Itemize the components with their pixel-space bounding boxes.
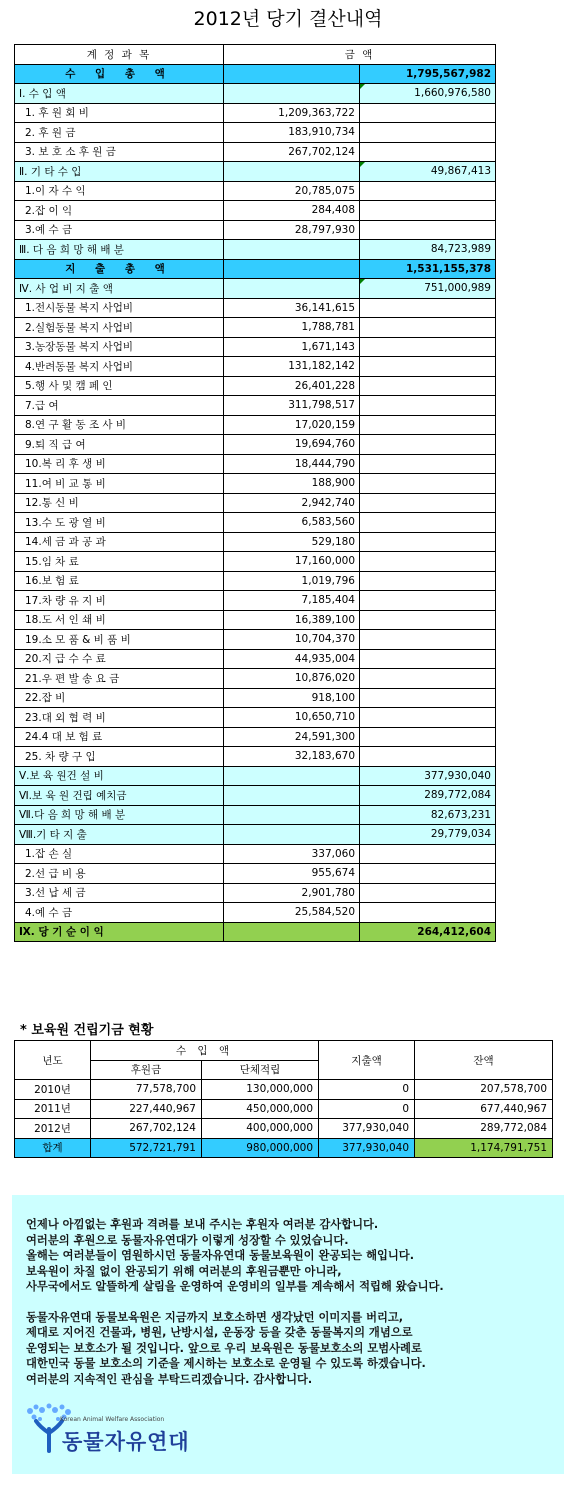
ledger-account-label [15,630,224,650]
ledger-account-text: 5.행 사 및 캠 페 인 [25,380,113,393]
ledger-account-label [15,64,224,84]
ledger-account-label [15,259,224,279]
fund-row [15,1099,553,1119]
ledger-item-amount: 1,671,143 [224,337,360,357]
ledger-account-text: 1.전시동물 복지 사업비 [25,302,133,315]
ledger-account-text: Ⅲ. 다 음 희 망 해 배 분 [19,243,124,256]
ledger-item-amount: 7,185,404 [224,591,360,611]
ledger-account-label [15,201,224,221]
ledger-account-text: Ⅱ. 기 타 수 입 [19,165,82,178]
ledger-row-item [15,864,496,884]
ledger-row-item [15,688,496,708]
ledger-item-amount: 16,389,100 [224,610,360,630]
ledger-account-text: Ⅴ.보 육 원건 설 비 [19,770,104,783]
ledger-account-text: 10.복 리 후 생 비 [25,458,106,471]
ledger-account-label [15,474,224,494]
ledger-item-amount: 131,182,142 [224,357,360,377]
ledger-total-amount [360,220,496,240]
ledger-item-amount: 28,797,930 [224,220,360,240]
fund-expense: 0 [319,1080,415,1100]
ledger-total-amount [360,123,496,143]
ledger-account-label [15,396,224,416]
ledger-row-item [15,337,496,357]
ledger-item-amount: 6,583,560 [224,513,360,533]
ledger-account-label [15,552,224,572]
ledger-account-text: 수 입 총 액 [65,68,173,81]
ledger-account-label [15,922,224,942]
ledger-item-amount: 188,900 [224,474,360,494]
ledger-total-amount [360,493,496,513]
ledger-row-sec [15,805,496,825]
fund-sum-expense: 377,930,040 [319,1138,415,1158]
fund-section-title: * 보육원 건립기금 현황 [20,1023,154,1038]
ledger-total-amount [360,649,496,669]
ledger-row-item [15,298,496,318]
ledger-row-item [15,435,496,455]
ledger-account-label [15,279,224,299]
ledger-account-label [15,415,224,435]
ledger-account-label [15,435,224,455]
ledger-row-net [15,922,496,942]
ledger-row-item [15,181,496,201]
ledger-item-amount: 10,650,710 [224,708,360,728]
ledger-row-item [15,883,496,903]
ledger-total-amount [360,669,496,689]
fund-header-balance: 잔액 [415,1041,553,1080]
ledger-item-amount: 2,901,780 [224,883,360,903]
notice-line: 사무국에서도 알뜰하게 살림을 운영하여 운영비의 일부를 계속해서 적립해 왔습니다. [26,1280,444,1293]
ledger-account-label [15,825,224,845]
ledger-total-amount [360,142,496,162]
ledger-row-total [15,259,496,279]
ledger-account-label [15,532,224,552]
ledger-total-amount [360,415,496,435]
ledger-account-text: 2.잡 이 익 [25,204,73,217]
fund-header-year: 년도 [15,1041,91,1080]
ledger-row-item [15,708,496,728]
ledger-total-amount: 84,723,989 [360,240,496,260]
ledger-row-total [15,64,496,84]
fund-balance: 677,440,967 [415,1099,553,1119]
notice-line: 운영되는 보호소가 될 것입니다. 앞으로 우리 보육원은 동물보호소의 모범사례로 [26,1341,422,1355]
ledger-row-item [15,220,496,240]
fund-header-group: 단체적립 [202,1060,319,1080]
ledger-item-amount: 25,584,520 [224,903,360,923]
ledger-total-amount [360,357,496,377]
ledger-row-sec [15,766,496,786]
fund-header-donation: 후원금 [91,1060,202,1080]
ledger-row-sec [15,162,496,182]
ledger-total-amount [360,298,496,318]
ledger-item-amount: 32,183,670 [224,747,360,767]
ledger-account-text: 16.보 험 료 [25,575,79,588]
fund-balance: 207,578,700 [415,1080,553,1100]
ledger-item-amount: 26,401,228 [224,376,360,396]
ledger-row-item [15,747,496,767]
fund-balance: 289,772,084 [415,1119,553,1139]
ledger-total-amount [360,591,496,611]
ledger-account-label [15,903,224,923]
fund-group: 450,000,000 [202,1099,319,1119]
ledger-item-amount: 1,209,363,722 [224,103,360,123]
ledger-row-sec [15,84,496,104]
ledger-account-label [15,727,224,747]
ledger-row-sec [15,825,496,845]
fund-table [14,1040,553,1158]
ledger-total-amount [360,396,496,416]
ledger-item-amount: 17,160,000 [224,552,360,572]
ledger-row-item [15,532,496,552]
ledger-item-amount [224,279,360,299]
ledger-item-amount: 267,702,124 [224,142,360,162]
ledger-account-label [15,337,224,357]
ledger-account-label [15,357,224,377]
ledger-account-label [15,649,224,669]
ledger-account-text: 1.잡 손 실 [25,848,73,861]
notice-line: 보육원이 차질 없이 완공되기 위해 여러분의 후원금뿐만 아니라, [26,1264,342,1278]
ledger-header-account: 계 정 과 목 [15,45,224,65]
fund-row [15,1080,553,1100]
fund-expense: 0 [319,1099,415,1119]
ledger-header-row [15,45,496,65]
ledger-account-text: 지 출 총 액 [65,263,173,276]
ledger-total-amount [360,630,496,650]
ledger-item-amount: 955,674 [224,864,360,884]
ledger-account-text: 2. 후 원 금 [25,126,76,139]
fund-expense: 377,930,040 [319,1119,415,1139]
ledger-row-item [15,591,496,611]
ledger-item-amount [224,786,360,806]
ledger-account-label [15,240,224,260]
ledger-account-text: 12.통 신 비 [25,497,79,510]
fund-year: 2011년 [15,1099,91,1119]
ledger-account-text: 19.소 모 품 & 비 품 비 [25,633,131,646]
ledger-row-item [15,415,496,435]
ledger-row-item [15,474,496,494]
ledger-item-amount: 1,019,796 [224,571,360,591]
notice-line: 올해는 여러분들이 염원하시던 동물자유연대 동물보육원이 완공되는 해입니다. [26,1249,415,1262]
ledger-account-label [15,376,224,396]
ledger-account-label [15,142,224,162]
ledger-account-label [15,513,224,533]
tree-icon [36,1421,62,1451]
ledger-account-text: Ⅵ.보 육 원 건립 예치금 [19,789,127,802]
ledger-total-amount [360,747,496,767]
ledger-account-label [15,123,224,143]
ledger-total-amount [360,552,496,572]
ledger-account-text: 1. 후 원 회 비 [25,107,89,120]
fund-sum-balance: 1,174,791,751 [415,1138,553,1158]
ledger-account-text: 24.4 대 보 험 료 [25,731,103,744]
notice-paragraph-1 [26,1217,550,1295]
ledger-total-amount [360,727,496,747]
ledger-account-label [15,84,224,104]
ledger-row-item [15,669,496,689]
ledger-total-amount: 289,772,084 [360,786,496,806]
ledger-account-text: Ⅰ. 수 입 액 [19,87,66,100]
ledger-total-amount [360,883,496,903]
ledger-item-amount: 19,694,760 [224,435,360,455]
ledger-row-item [15,123,496,143]
ledger-row-item [15,649,496,669]
ledger-item-amount [224,766,360,786]
ledger-account-text: 25. 차 량 구 입 [25,750,96,763]
ledger-total-amount [360,376,496,396]
ledger-row-item [15,318,496,338]
ledger-account-text: 17.차 량 유 지 비 [25,594,106,607]
fund-year: 2010년 [15,1080,91,1100]
ledger-item-amount: 284,408 [224,201,360,221]
ledger-total-amount: 264,412,604 [360,922,496,942]
ledger-account-label [15,747,224,767]
ledger-item-amount: 10,704,370 [224,630,360,650]
ledger-row-sec [15,786,496,806]
ledger-account-label [15,181,224,201]
ledger-item-amount [224,64,360,84]
ledger-item-amount [224,922,360,942]
ledger-account-label [15,454,224,474]
ledger-item-amount [224,240,360,260]
page-title: 2012년 당기 결산내역 [193,8,383,30]
ledger-total-amount [360,181,496,201]
ledger-account-label [15,493,224,513]
ledger-account-text: Ⅳ. 사 업 비 지 출 액 [19,282,113,295]
ledger-account-label [15,103,224,123]
ledger-total-amount: 377,930,040 [360,766,496,786]
ledger-account-text: 21.우 편 발 송 요 금 [25,672,120,685]
fund-group: 130,000,000 [202,1080,319,1100]
ledger-row-item [15,513,496,533]
notice-line: 대한민국 동물 보호소의 기준을 제시하는 보호소로 운영될 수 있도록 하겠습니다. [26,1357,426,1370]
fund-sum-group: 980,000,000 [202,1138,319,1158]
fund-sum-label: 합계 [15,1138,91,1158]
ledger-row-item [15,376,496,396]
logo-korean-name: 동물자유연대 [62,1430,190,1454]
ledger-total-amount [360,103,496,123]
fund-sum-row [15,1138,553,1158]
ledger-account-label [15,162,224,182]
ledger-item-amount [224,825,360,845]
ledger-total-amount [360,688,496,708]
ledger-row-item [15,103,496,123]
ledger-row-item [15,903,496,923]
ledger-item-amount [224,259,360,279]
ledger-account-label [15,708,224,728]
ledger-item-amount: 10,876,020 [224,669,360,689]
ledger-total-amount [360,864,496,884]
ledger-row-sec [15,279,496,299]
ledger-item-amount: 17,020,159 [224,415,360,435]
ledger-table [14,44,496,942]
notice-line: 여러분의 지속적인 관심을 부탁드리겠습니다. 감사합니다. [26,1372,313,1386]
ledger-account-text: 7.급 여 [25,399,59,412]
ledger-account-text: 3. 보 호 소 후 원 금 [25,146,116,159]
ledger-row-item [15,630,496,650]
ledger-total-amount: 82,673,231 [360,805,496,825]
ledger-row-item [15,844,496,864]
ledger-total-amount: 49,867,413 [360,162,496,182]
ledger-item-amount: 20,785,075 [224,181,360,201]
ledger-account-text: 9.퇴 직 급 여 [25,438,86,451]
ledger-total-amount: 1,795,567,982 [360,64,496,84]
ledger-total-amount: 29,779,034 [360,825,496,845]
fund-header-income: 수 입 액 [91,1041,319,1061]
ledger-row-item [15,396,496,416]
ledger-row-item [15,493,496,513]
fund-donation: 77,578,700 [91,1080,202,1100]
ledger-account-label [15,318,224,338]
ledger-account-label [15,844,224,864]
ledger-account-text: 1.이 자 수 익 [25,185,86,198]
ledger-total-amount: 751,000,989 [360,279,496,299]
ledger-total-amount [360,337,496,357]
ledger-total-amount [360,903,496,923]
fund-row [15,1119,553,1139]
ledger-row-item [15,142,496,162]
fund-sum-donation: 572,721,791 [91,1138,202,1158]
ledger-account-text: 3.예 수 금 [25,224,73,237]
ledger-account-text: Ⅸ. 당 기 순 이 익 [19,926,104,939]
ledger-account-label [15,688,224,708]
ledger-account-text: 15.임 차 료 [25,555,79,568]
ledger-account-label [15,805,224,825]
ledger-total-amount: 1,660,976,580 [360,84,496,104]
notice-line: 제대로 지어진 건물과, 병원, 난방시설, 운동장 등을 갖춘 동물복지의 개념으로 [26,1326,413,1339]
ledger-item-amount: 1,788,781 [224,318,360,338]
ledger-item-amount [224,162,360,182]
ledger-account-label [15,591,224,611]
ledger-account-text: 20.지 급 수 수 료 [25,653,106,666]
ledger-item-amount [224,805,360,825]
ledger-total-amount [360,532,496,552]
ledger-item-amount: 529,180 [224,532,360,552]
ledger-total-amount [360,435,496,455]
ledger-account-text: 14.세 금 과 공 과 [25,536,106,549]
ledger-account-label [15,298,224,318]
ledger-account-text: 13.수 도 광 열 비 [25,516,106,529]
ledger-row-item [15,571,496,591]
fund-donation: 267,702,124 [91,1119,202,1139]
notice-paragraph-2 [26,1310,550,1388]
ledger-item-amount: 36,141,615 [224,298,360,318]
ledger-row-sec [15,240,496,260]
ledger-account-text: 23.대 외 협 력 비 [25,711,106,724]
notice-line: 동물자유연대 동물보육원은 지금까지 보호소하면 생각났던 이미지를 버리고, [26,1310,404,1324]
ledger-total-amount [360,318,496,338]
ledger-account-label [15,571,224,591]
ledger-item-amount: 183,910,734 [224,123,360,143]
ledger-item-amount [224,84,360,104]
notice-line: 언제나 아낌없는 후원과 격려를 보내 주시는 후원자 여러분 감사합니다. [26,1218,379,1231]
ledger-account-text: Ⅷ.기 타 지 출 [19,828,87,841]
ledger-row-item [15,727,496,747]
ledger-account-label [15,610,224,630]
ledger-item-amount: 2,942,740 [224,493,360,513]
ledger-total-amount [360,201,496,221]
ledger-account-text: 3.선 납 세 금 [25,887,86,900]
ledger-header-amount: 금 액 [224,45,496,65]
ledger-total-amount [360,474,496,494]
ledger-total-amount [360,571,496,591]
ledger-total-amount [360,513,496,533]
ledger-item-amount: 918,100 [224,688,360,708]
fund-year: 2012년 [15,1119,91,1139]
fund-header-expense: 지출액 [319,1041,415,1080]
ledger-account-text: 4.반려동물 복지 사업비 [25,360,133,373]
ledger-row-item [15,610,496,630]
ledger-account-text: 18.도 서 인 쇄 비 [25,614,106,627]
ledger-account-text: 11.여 비 교 통 비 [25,477,106,490]
ledger-account-label [15,883,224,903]
fund-donation: 227,440,967 [91,1099,202,1119]
ledger-account-text: 2.선 급 비 용 [25,867,86,880]
ledger-item-amount: 311,798,517 [224,396,360,416]
ledger-item-amount: 44,935,004 [224,649,360,669]
ledger-item-amount: 337,060 [224,844,360,864]
ledger-item-amount: 24,591,300 [224,727,360,747]
ledger-total-amount [360,708,496,728]
ledger-total-amount [360,844,496,864]
ledger-row-item [15,552,496,572]
ledger-account-label [15,766,224,786]
ledger-row-item [15,201,496,221]
ledger-account-text: 3.농장동물 복지 사업비 [25,341,133,354]
ledger-item-amount: 18,444,790 [224,454,360,474]
ledger-account-label [15,669,224,689]
ledger-total-amount [360,454,496,474]
fund-group: 400,000,000 [202,1119,319,1139]
ledger-account-label [15,220,224,240]
ledger-account-text: Ⅶ.다 음 희 망 해 배 분 [19,809,126,822]
ledger-row-item [15,454,496,474]
ledger-account-text: 4.예 수 금 [25,906,73,919]
ledger-account-text: 2.실험동물 복지 사업비 [25,321,133,334]
ledger-total-amount: 1,531,155,378 [360,259,496,279]
ledger-account-label [15,786,224,806]
ledger-row-item [15,357,496,377]
ledger-account-text: 8.연 구 활 동 조 사 비 [25,419,127,432]
notice-line: 여러분의 후원으로 동물자유연대가 이렇게 성장할 수 있었습니다. [26,1233,349,1247]
ledger-account-text: 22.잡 비 [25,692,66,705]
logo-english-name: Korean Animal Welfare Association [60,1416,165,1423]
ledger-account-label [15,864,224,884]
ledger-total-amount [360,610,496,630]
